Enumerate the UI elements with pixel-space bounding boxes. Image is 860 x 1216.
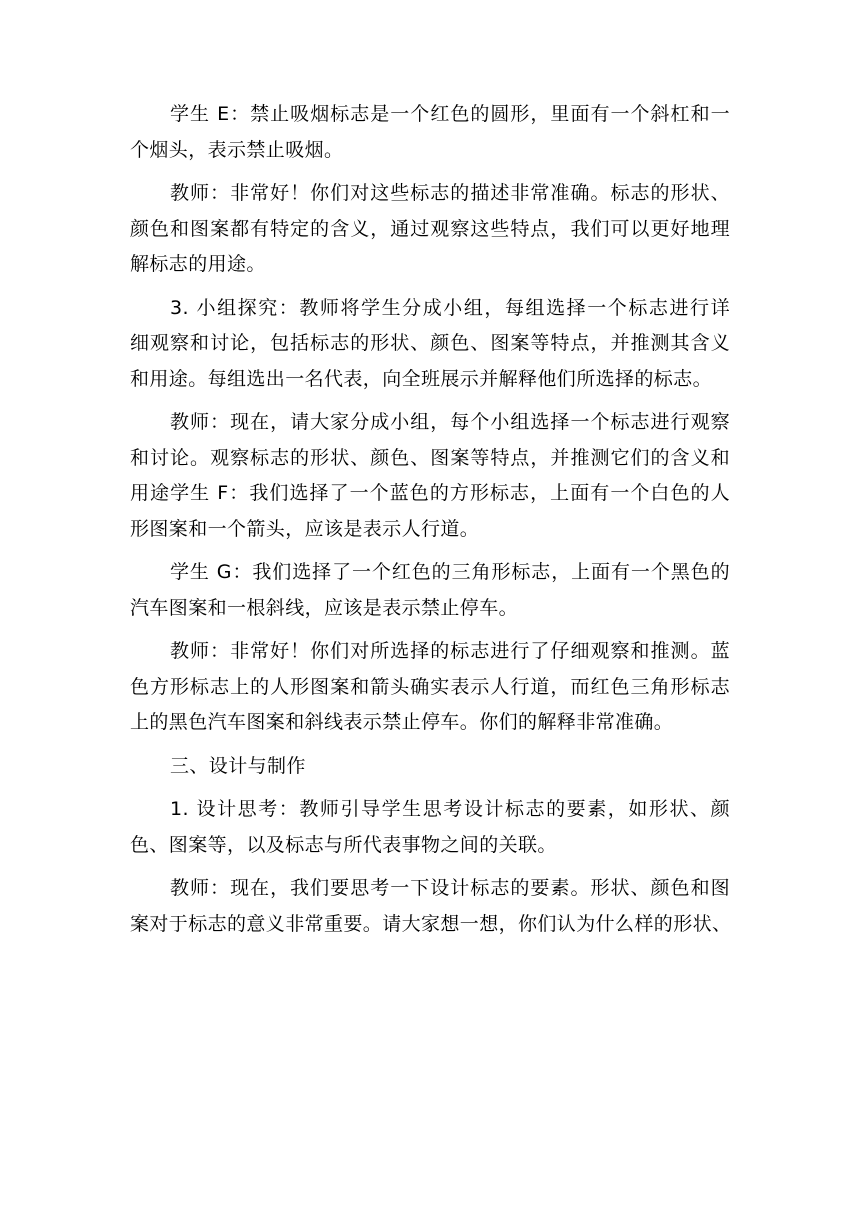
text-line: 教师：非常好！你们对这些标志的描述非常准确。标志的形状、 — [170, 182, 730, 204]
text-line: 1. 设计思考：教师引导学生思考设计标志的要素，如形状、颜 — [170, 798, 730, 820]
document-page — [130, 97, 730, 950]
paragraph-teacher-design — [130, 871, 730, 942]
text-line: 颜色和图案都有特定的含义，通过观察这些特点，我们可以更好地理 — [130, 217, 730, 240]
paragraph-design-thinking — [130, 792, 730, 863]
text-line: 和用途。每组选出一名代表，向全班展示并解释他们所选择的标志。 — [130, 367, 713, 390]
paragraph-teacher-praise — [130, 176, 730, 283]
text-line: 色、图案等，以及标志与所代表事物之间的关联。 — [130, 833, 557, 856]
section-heading-design — [130, 749, 730, 785]
paragraph-student-e — [130, 97, 730, 168]
paragraph-teacher-groups — [130, 405, 730, 547]
text-line: 用途学生 F：我们选择了一个蓝色的方形标志，上面有一个白色的人 — [130, 482, 730, 504]
text-line: 解标志的用途。 — [130, 253, 266, 275]
text-line: 细观察和讨论，包括标志的形状、颜色、图案等特点，并推测其含义 — [130, 332, 730, 354]
text-line: 学生 E：禁止吸烟标志是一个红色的圆形，里面有一个斜杠和一 — [170, 103, 730, 125]
text-line: 汽车图案和一根斜线，应该是表示禁止停车。 — [130, 596, 519, 619]
text-line: 上的黑色汽车图案和斜线表示禁止停车。你们的解释非常准确。 — [130, 711, 674, 733]
text-line: 教师：现在，请大家分成小组，每个小组选择一个标志进行观察 — [170, 411, 730, 433]
text-line: 3. 小组探究：教师将学生分成小组，每组选择一个标志进行详 — [170, 296, 730, 319]
text-line: 形图案和一个箭头，应该是表示人行道。 — [130, 517, 480, 540]
text-line: 案对于标志的意义非常重要。请大家想一想，你们认为什么样的形状、 — [130, 912, 732, 935]
text-line: 三、设计与制作 — [170, 754, 306, 777]
text-line: 教师：现在，我们要思考一下设计标志的要素。形状、颜色和图 — [170, 877, 730, 899]
paragraph-student-g — [130, 555, 730, 626]
text-line: 和讨论。观察标志的形状、颜色、图案等特点，并推测它们的含义和 — [130, 446, 730, 469]
text-line: 色方形标志上的人形图案和箭头确实表示人行道，而红色三角形标志 — [130, 675, 730, 698]
text-line: 教师：非常好！你们对所选择的标志进行了仔细观察和推测。蓝 — [170, 640, 730, 662]
text-line: 学生 G：我们选择了一个红色的三角形标志，上面有一个黑色的 — [170, 561, 730, 583]
paragraph-teacher-confirm — [130, 634, 730, 741]
paragraph-group-exploration — [130, 291, 730, 398]
text-line: 个烟头，表示禁止吸烟。 — [130, 138, 344, 161]
